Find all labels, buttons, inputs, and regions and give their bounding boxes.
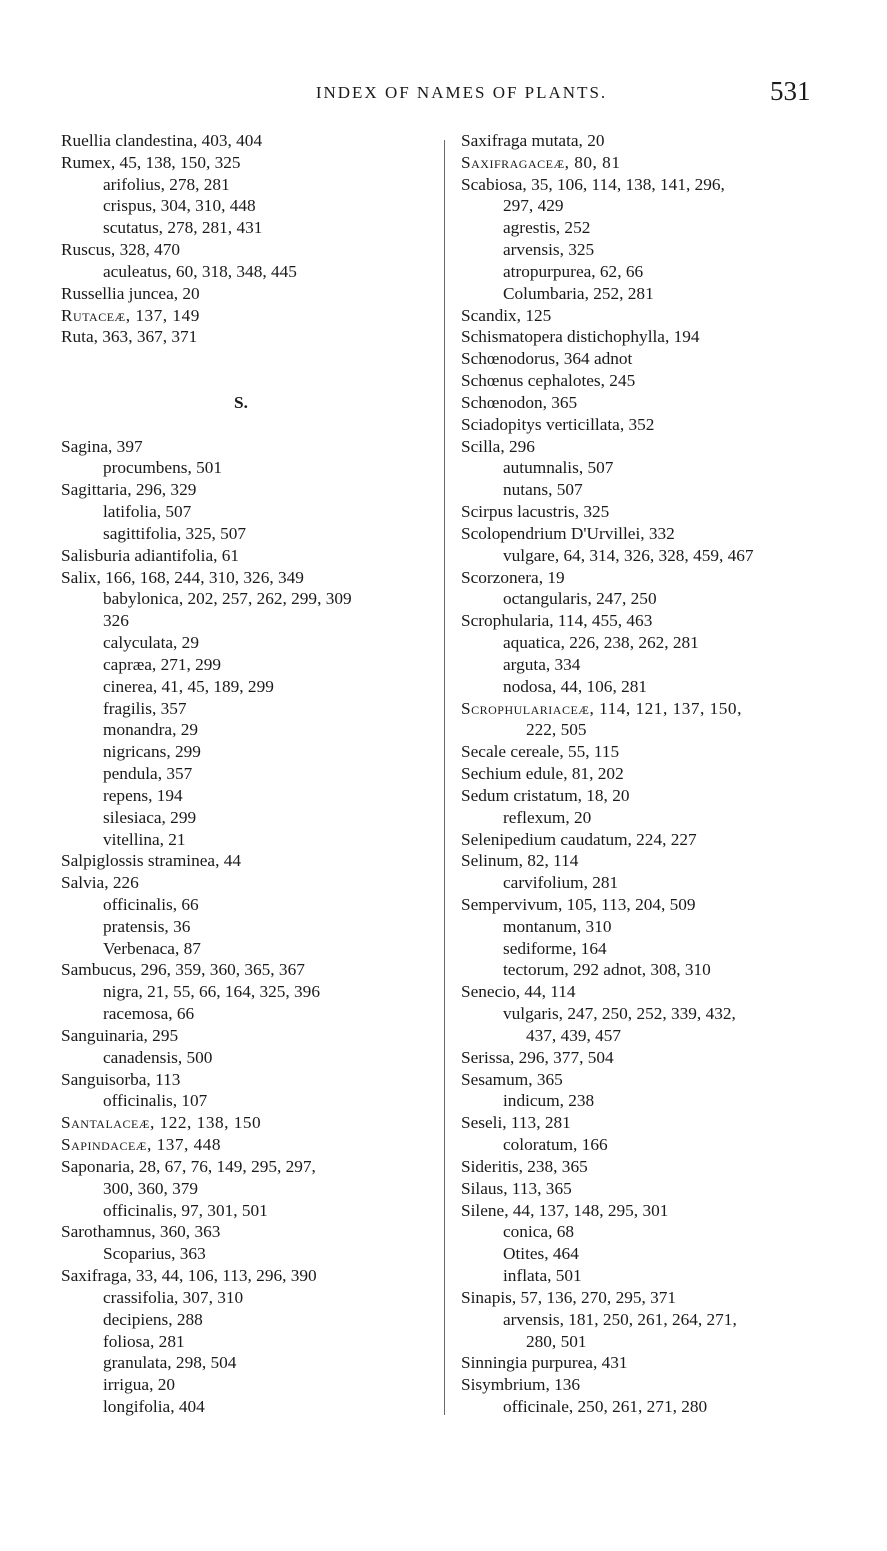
index-entry: Rumex, 45, 138, 150, 325 bbox=[61, 152, 241, 172]
index-entry: Sagina, 397 bbox=[61, 436, 143, 456]
index-subentry: babylonica, 202, 257, 262, 299, 309 bbox=[103, 589, 352, 609]
index-subentry: arguta, 334 bbox=[503, 654, 581, 674]
index-entry: Silaus, 113, 365 bbox=[461, 1178, 572, 1198]
index-entry: Schœnodon, 365 bbox=[461, 392, 578, 412]
index-entry: Sinapis, 57, 136, 270, 295, 371 bbox=[461, 1287, 677, 1307]
index-subentry: montanum, 310 bbox=[503, 916, 612, 936]
index-subentry: 326 bbox=[103, 611, 129, 631]
index-subentry: latifolia, 507 bbox=[103, 502, 192, 522]
index-subentry: vulgare, 64, 314, 326, 328, 459, 467 bbox=[503, 545, 754, 565]
index-entry: Salix, 166, 168, 244, 310, 326, 349 bbox=[61, 567, 304, 587]
index-subentry: octangularis, 247, 250 bbox=[503, 589, 657, 609]
index-subentry: calyculata, 29 bbox=[103, 633, 199, 653]
index-subentry: coloratum, 166 bbox=[503, 1135, 608, 1155]
index-family-entry: Sapindaceæ, 137, 448 bbox=[61, 1135, 222, 1155]
index-entry: Salpiglossis straminea, 44 bbox=[61, 851, 242, 871]
index-entry: Salvia, 226 bbox=[61, 873, 139, 893]
index-family-entry: Santalaceæ, 122, 138, 150 bbox=[61, 1113, 262, 1133]
index-subentry: Scoparius, 363 bbox=[103, 1244, 206, 1264]
index-subentry: autumnalis, 507 bbox=[503, 458, 614, 478]
index-entry: Sanguisorba, 113 bbox=[61, 1069, 181, 1089]
index-entry: Saxifraga mutata, 20 bbox=[461, 131, 605, 150]
index-subentry: nodosa, 44, 106, 281 bbox=[503, 676, 648, 696]
index-entry: Sechium edule, 81, 202 bbox=[461, 764, 624, 784]
index-entry: Seseli, 113, 281 bbox=[461, 1113, 571, 1133]
index-entry: Sinningia purpurea, 431 bbox=[461, 1353, 628, 1373]
index-subentry: pendula, 357 bbox=[103, 764, 193, 784]
blank-line bbox=[61, 414, 441, 436]
index-subentry: officinale, 250, 261, 271, 280 bbox=[503, 1397, 708, 1417]
index-subentry: racemosa, 66 bbox=[103, 1004, 195, 1024]
index-continuation: 222, 505 bbox=[526, 720, 587, 740]
index-subentry: cinerea, 41, 45, 189, 299 bbox=[103, 676, 274, 696]
index-entry: Serissa, 296, 377, 504 bbox=[461, 1047, 614, 1067]
index-entry: Senecio, 44, 114 bbox=[461, 982, 576, 1002]
index-family-entry: Scrophulariaceæ, 114, 121, 137, 150, bbox=[461, 698, 742, 718]
index-subentry: scutatus, 278, 281, 431 bbox=[103, 218, 263, 238]
index-subentry: inflata, 501 bbox=[503, 1266, 582, 1286]
blank-line bbox=[61, 370, 441, 392]
index-entry: Secale cereale, 55, 115 bbox=[461, 742, 620, 762]
index-entry: Russellia juncea, 20 bbox=[61, 283, 200, 303]
index-entry: Ruscus, 328, 470 bbox=[61, 240, 181, 260]
index-subentry: sediforme, 164 bbox=[503, 938, 607, 958]
index-entry: Selinum, 82, 114 bbox=[461, 851, 579, 871]
index-subentry: nigricans, 299 bbox=[103, 742, 201, 762]
index-entry: Ruta, 363, 367, 371 bbox=[61, 327, 198, 347]
index-subentry: tectorum, 292 adnot, 308, 310 bbox=[503, 960, 711, 980]
index-subentry: arvensis, 181, 250, 261, 264, 271, bbox=[503, 1309, 737, 1329]
index-subentry: indicum, 238 bbox=[503, 1091, 595, 1111]
index-continuation: 437, 439, 457 bbox=[526, 1025, 622, 1045]
index-entry: Sedum cristatum, 18, 20 bbox=[461, 785, 630, 805]
index-subentry: conica, 68 bbox=[503, 1222, 575, 1242]
index-subentry: monandra, 29 bbox=[103, 720, 199, 740]
index-entry: Sagittaria, 296, 329 bbox=[61, 480, 197, 500]
index-continuation: 280, 501 bbox=[526, 1331, 587, 1351]
column-divider-rule bbox=[444, 140, 445, 1415]
index-subentry: officinalis, 66 bbox=[103, 894, 199, 914]
index-entry: Sisymbrium, 136 bbox=[461, 1375, 581, 1395]
index-subentry: 300, 360, 379 bbox=[103, 1178, 199, 1198]
index-column-right bbox=[461, 130, 851, 1418]
index-subentry: repens, 194 bbox=[103, 785, 183, 805]
index-subentry: officinalis, 107 bbox=[103, 1091, 208, 1111]
index-column-left bbox=[61, 130, 441, 1418]
index-entry: Selenipedium caudatum, 224, 227 bbox=[461, 829, 697, 849]
index-subentry: crispus, 304, 310, 448 bbox=[103, 196, 256, 216]
index-subentry: nutans, 507 bbox=[503, 480, 583, 500]
index-entry: Scabiosa, 35, 106, 114, 138, 141, 296, bbox=[461, 174, 725, 194]
index-subentry: Columbaria, 252, 281 bbox=[503, 283, 654, 303]
index-subentry: 297, 429 bbox=[503, 196, 564, 216]
index-subentry: granulata, 298, 504 bbox=[103, 1353, 237, 1373]
index-subentry: arvensis, 325 bbox=[503, 240, 595, 260]
index-subentry: foliosa, 281 bbox=[103, 1331, 185, 1351]
index-subentry: silesiaca, 299 bbox=[103, 807, 197, 827]
index-entry: Scilla, 296 bbox=[461, 436, 535, 456]
index-subentry: procumbens, 501 bbox=[103, 458, 223, 478]
index-subentry: fragilis, 357 bbox=[103, 698, 187, 718]
index-entry: Sambucus, 296, 359, 360, 365, 367 bbox=[61, 960, 305, 980]
index-entry: Sesamum, 365 bbox=[461, 1069, 563, 1089]
index-entry: Sarothamnus, 360, 363 bbox=[61, 1222, 221, 1242]
index-entry: Silene, 44, 137, 148, 295, 301 bbox=[461, 1200, 669, 1220]
index-entry: Saponaria, 28, 67, 76, 149, 295, 297, bbox=[61, 1156, 316, 1176]
index-entry: Sideritis, 238, 365 bbox=[461, 1156, 588, 1176]
index-entry: Saxifraga, 33, 44, 106, 113, 296, 390 bbox=[61, 1266, 317, 1286]
index-subentry: reflexum, 20 bbox=[503, 807, 592, 827]
blank-line bbox=[61, 348, 441, 370]
index-subentry: arifolius, 278, 281 bbox=[103, 174, 230, 194]
index-entry: Ruellia clandestina, 403, 404 bbox=[61, 131, 263, 150]
index-subentry: agrestis, 252 bbox=[503, 218, 591, 238]
page-number: 531 bbox=[770, 76, 811, 106]
index-subentry: sagittifolia, 325, 507 bbox=[103, 523, 247, 543]
section-letter-heading: S. bbox=[234, 392, 248, 412]
index-subentry: vulgaris, 247, 250, 252, 339, 432, bbox=[503, 1004, 736, 1024]
index-subentry: officinalis, 97, 301, 501 bbox=[103, 1200, 268, 1220]
index-entry: Sempervivum, 105, 113, 204, 509 bbox=[461, 894, 696, 914]
index-subentry: irrigua, 20 bbox=[103, 1375, 175, 1395]
index-subentry: pratensis, 36 bbox=[103, 916, 191, 936]
index-subentry: carvifolium, 281 bbox=[503, 873, 619, 893]
index-subentry: aculeatus, 60, 318, 348, 445 bbox=[103, 261, 297, 281]
index-subentry: capræa, 271, 299 bbox=[103, 654, 222, 674]
index-entry: Scolopendrium D'Urvillei, 332 bbox=[461, 523, 675, 543]
index-subentry: aquatica, 226, 238, 262, 281 bbox=[503, 633, 699, 653]
index-family-entry: Rutaceæ, 137, 149 bbox=[61, 305, 200, 325]
index-entry: Scandix, 125 bbox=[461, 305, 552, 325]
index-entry: Schœnodorus, 364 adnot bbox=[461, 349, 633, 369]
index-subentry: canadensis, 500 bbox=[103, 1047, 213, 1067]
index-entry: Sanguinaria, 295 bbox=[61, 1025, 179, 1045]
index-subentry: Verbenaca, 87 bbox=[103, 938, 201, 958]
index-entry: Sciadopitys verticillata, 352 bbox=[461, 414, 655, 434]
index-subentry: vitellina, 21 bbox=[103, 829, 186, 849]
index-family-entry: Saxifragaceæ, 80, 81 bbox=[461, 152, 621, 172]
index-subentry: Otites, 464 bbox=[503, 1244, 579, 1264]
index-entry: Salisburia adiantifolia, 61 bbox=[61, 545, 240, 565]
index-entry: Scirpus lacustris, 325 bbox=[461, 502, 610, 522]
index-subentry: longifolia, 404 bbox=[103, 1397, 205, 1417]
running-header-title: INDEX OF NAMES OF PLANTS. bbox=[315, 83, 608, 102]
index-entry: Schismatopera distichophylla, 194 bbox=[461, 327, 700, 347]
index-entry: Scorzonera, 19 bbox=[461, 567, 565, 587]
index-subentry: crassifolia, 307, 310 bbox=[103, 1287, 244, 1307]
index-entry: Schœnus cephalotes, 245 bbox=[461, 371, 636, 391]
index-entry: Scrophularia, 114, 455, 463 bbox=[461, 611, 653, 631]
index-subentry: decipiens, 288 bbox=[103, 1309, 203, 1329]
index-subentry: nigra, 21, 55, 66, 164, 325, 396 bbox=[103, 982, 320, 1002]
index-subentry: atropurpurea, 62, 66 bbox=[503, 261, 644, 281]
